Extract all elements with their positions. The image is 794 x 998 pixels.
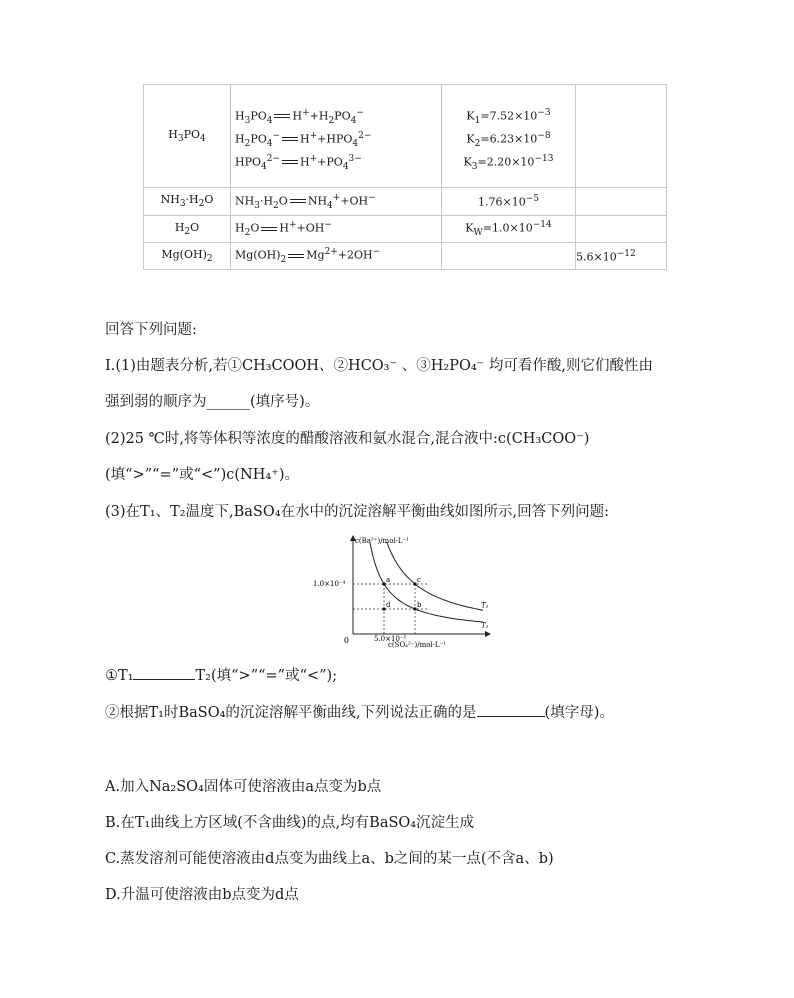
constant-cell: $1.76\times 10^{-5}$ (442, 188, 576, 216)
option-c: C.蒸发溶剂可能使溶液由d点变为曲线上a、b之间的某一点(不含a、b) (105, 851, 554, 867)
equation-cell: $NH_3\cdot H_2O$ $NH_4^++OH^-$ (231, 188, 442, 216)
ksp-cell: $5.6\times 10^{-12}$ (576, 243, 667, 270)
equilibrium-table (143, 84, 667, 270)
table-row (144, 216, 667, 243)
table-row (144, 243, 667, 270)
option-a: A.加入Na₂SO₄固体可使溶液由a点变为b点 (105, 779, 382, 795)
sub-question-1 (105, 664, 337, 685)
intro-text: 回答下列问题: (105, 322, 197, 338)
sub-question-2-suffix: (填字母)。 (544, 705, 614, 721)
point-label: a (386, 576, 391, 584)
ksp-cell (576, 216, 667, 243)
equation-cell: $Mg(OH)_2$ $Mg^{2+}+2OH^-$ (231, 243, 442, 270)
substance-cell: $H_3PO_4$ (144, 85, 231, 188)
constant-cell: $K_1=7.52\times 10^{-3}$ $K_2=6.23\times 10^{-8}$ $K_3=2.20\times 10^{-13}$ (442, 85, 576, 188)
y-tick-label: 1.0×10⁻⁴ (313, 580, 346, 588)
sub-question-2 (105, 701, 614, 722)
constant-cell: $K_W=1.0\times 10^{-14}$ (442, 216, 576, 243)
curve-label: T₁ (481, 621, 489, 630)
question-1-line-1: Ⅰ.(1)由题表分析,若①CH₃COOH、②HCO₃⁻ 、③H₂PO₄⁻ 均可看作酸,则它们酸性由 (105, 358, 654, 374)
curve-label: T₂ (481, 601, 489, 610)
substance-cell: $Mg(OH)_2$ (144, 243, 231, 270)
question-3-line: (3)在T₁、T₂温度下,BaSO₄在水中的沉淀溶解平衡曲线如图所示,回答下列问题: (105, 504, 610, 520)
equation-cell: $H_3PO_4$ $H^++H_2PO_4^-$ $H_2PO_4^-$ $H^++HPO_4^{2-}$ $HPO_4^{2-}$ $H^++PO_4^{3-}$ (231, 85, 442, 188)
constant-cell (442, 243, 576, 270)
table-row (144, 85, 667, 188)
y-axis-label: c(Ba²⁺)/mol·L⁻¹ (355, 537, 410, 545)
curve-T₂ (387, 542, 483, 610)
substance-cell: $H_2O$ (144, 216, 231, 243)
origin-label: 0 (343, 636, 349, 645)
x-tick-label: 5.0×10⁻⁵ (374, 635, 407, 643)
question-2-line-2: (填“>”“=”或“<”)c(NH₄⁺)。 (105, 467, 299, 483)
sub-question-1-prefix: ①T₁ (105, 668, 134, 684)
x-axis-label: c(SO₄²⁻)/mol·L⁻¹ (388, 641, 447, 649)
point-label: d (386, 601, 391, 609)
point-label: b (417, 601, 422, 609)
substance-cell: $NH_3\cdot H_2O$ (144, 188, 231, 216)
question-2-line-1: (2)25 ℃时,将等体积等浓度的醋酸溶液和氨水混合,混合液中:c(CH₃COO⁻) (105, 431, 590, 447)
option-d: D.升温可使溶液由b点变为d点 (105, 887, 299, 903)
point-label: c (417, 576, 421, 584)
option-b: B.在T₁曲线上方区域(不含曲线)的点,均有BaSO₄沉淀生成 (105, 815, 475, 831)
table-row (144, 188, 667, 216)
sub-question-1-suffix: T₂(填“>”“=”或“<”); (195, 668, 338, 684)
equation-cell: $H_2O$ H++OH− (231, 216, 442, 243)
ksp-cell (576, 85, 667, 188)
ksp-cell (576, 188, 667, 216)
answer-blank[interactable] (133, 665, 195, 680)
answer-blank[interactable] (477, 702, 545, 717)
sub-question-2-prefix: ②根据T₁时BaSO₄的沉淀溶解平衡曲线,下列说法正确的是 (105, 705, 477, 721)
question-1-line-2: 强到弱的顺序为______(填序号)。 (105, 394, 320, 410)
solubility-chart (308, 530, 498, 650)
